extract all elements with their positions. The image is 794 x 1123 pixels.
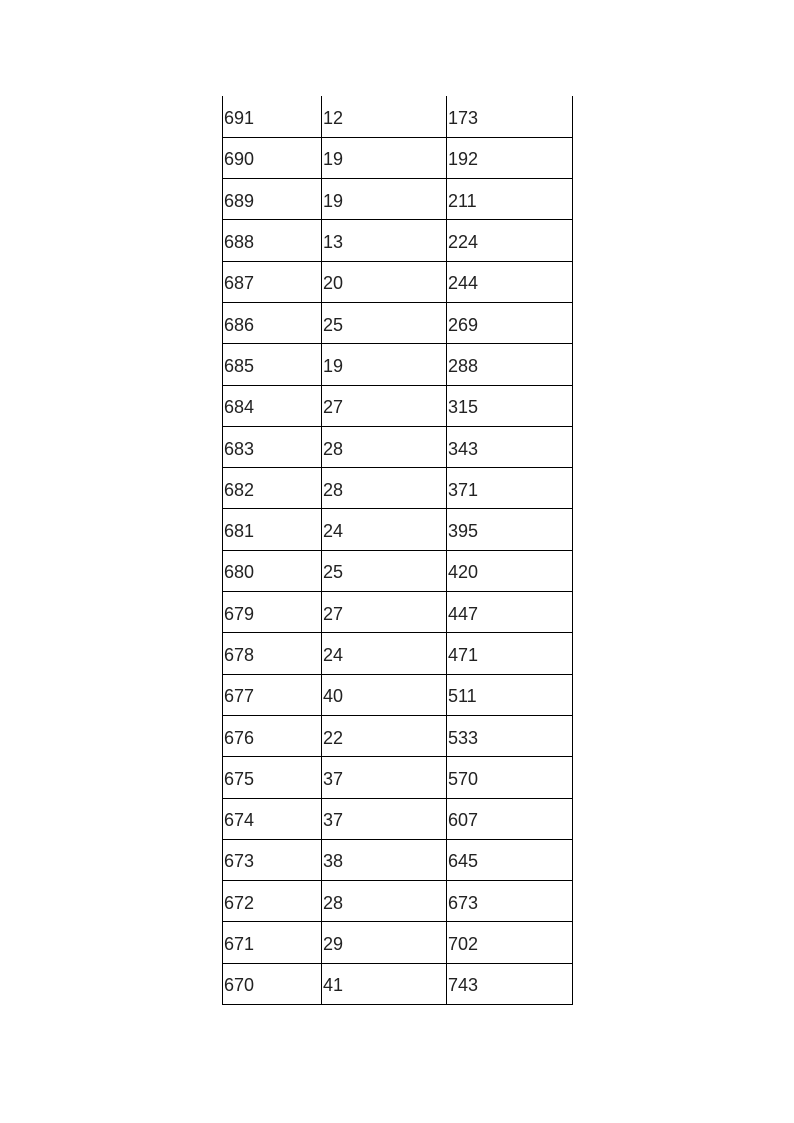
cumulative-cell: 645 bbox=[447, 839, 573, 880]
table-row bbox=[223, 468, 573, 509]
table-row bbox=[223, 96, 573, 137]
count-cell: 27 bbox=[322, 592, 447, 633]
table-row bbox=[223, 881, 573, 922]
score-cell: 673 bbox=[223, 839, 322, 880]
score-cell: 683 bbox=[223, 426, 322, 467]
cumulative-cell: 511 bbox=[447, 674, 573, 715]
count-cell: 25 bbox=[322, 302, 447, 343]
count-cell: 37 bbox=[322, 798, 447, 839]
table-row bbox=[223, 674, 573, 715]
cumulative-cell: 420 bbox=[447, 550, 573, 591]
cumulative-cell: 315 bbox=[447, 385, 573, 426]
table-row bbox=[223, 179, 573, 220]
cumulative-cell: 447 bbox=[447, 592, 573, 633]
cumulative-cell: 743 bbox=[447, 963, 573, 1004]
table-body bbox=[223, 96, 573, 1005]
count-cell: 37 bbox=[322, 757, 447, 798]
count-cell: 19 bbox=[322, 179, 447, 220]
table-row bbox=[223, 963, 573, 1004]
cumulative-cell: 192 bbox=[447, 137, 573, 178]
score-cell: 688 bbox=[223, 220, 322, 261]
count-cell: 27 bbox=[322, 385, 447, 426]
cumulative-cell: 173 bbox=[447, 96, 573, 137]
count-cell: 19 bbox=[322, 344, 447, 385]
score-cell: 675 bbox=[223, 757, 322, 798]
table-row bbox=[223, 550, 573, 591]
count-cell: 25 bbox=[322, 550, 447, 591]
score-cell: 682 bbox=[223, 468, 322, 509]
score-cell: 672 bbox=[223, 881, 322, 922]
score-table bbox=[222, 96, 573, 1005]
count-cell: 13 bbox=[322, 220, 447, 261]
score-cell: 677 bbox=[223, 674, 322, 715]
table-row bbox=[223, 509, 573, 550]
score-cell: 685 bbox=[223, 344, 322, 385]
count-cell: 24 bbox=[322, 509, 447, 550]
score-cell: 687 bbox=[223, 261, 322, 302]
count-cell: 29 bbox=[322, 922, 447, 963]
table-row bbox=[223, 798, 573, 839]
count-cell: 28 bbox=[322, 881, 447, 922]
table-row bbox=[223, 302, 573, 343]
score-cell: 690 bbox=[223, 137, 322, 178]
cumulative-cell: 607 bbox=[447, 798, 573, 839]
count-cell: 20 bbox=[322, 261, 447, 302]
table-row bbox=[223, 922, 573, 963]
count-cell: 12 bbox=[322, 96, 447, 137]
table-row bbox=[223, 344, 573, 385]
score-cell: 670 bbox=[223, 963, 322, 1004]
cumulative-cell: 533 bbox=[447, 715, 573, 756]
score-cell: 671 bbox=[223, 922, 322, 963]
score-cell: 684 bbox=[223, 385, 322, 426]
table-row bbox=[223, 715, 573, 756]
score-cell: 691 bbox=[223, 96, 322, 137]
cumulative-cell: 244 bbox=[447, 261, 573, 302]
table-row bbox=[223, 261, 573, 302]
score-cell: 679 bbox=[223, 592, 322, 633]
count-cell: 38 bbox=[322, 839, 447, 880]
table-row bbox=[223, 426, 573, 467]
count-cell: 22 bbox=[322, 715, 447, 756]
cumulative-cell: 673 bbox=[447, 881, 573, 922]
table-row bbox=[223, 220, 573, 261]
count-cell: 19 bbox=[322, 137, 447, 178]
cumulative-cell: 269 bbox=[447, 302, 573, 343]
table-row bbox=[223, 633, 573, 674]
table-row bbox=[223, 839, 573, 880]
cumulative-cell: 395 bbox=[447, 509, 573, 550]
cumulative-cell: 570 bbox=[447, 757, 573, 798]
cumulative-cell: 343 bbox=[447, 426, 573, 467]
score-cell: 681 bbox=[223, 509, 322, 550]
table-row bbox=[223, 757, 573, 798]
count-cell: 41 bbox=[322, 963, 447, 1004]
cumulative-cell: 211 bbox=[447, 179, 573, 220]
score-cell: 674 bbox=[223, 798, 322, 839]
score-cell: 689 bbox=[223, 179, 322, 220]
count-cell: 24 bbox=[322, 633, 447, 674]
score-cell: 676 bbox=[223, 715, 322, 756]
score-cell: 678 bbox=[223, 633, 322, 674]
count-cell: 40 bbox=[322, 674, 447, 715]
score-cell: 686 bbox=[223, 302, 322, 343]
table-row bbox=[223, 592, 573, 633]
cumulative-cell: 702 bbox=[447, 922, 573, 963]
table-row bbox=[223, 137, 573, 178]
cumulative-cell: 288 bbox=[447, 344, 573, 385]
count-cell: 28 bbox=[322, 426, 447, 467]
cumulative-cell: 371 bbox=[447, 468, 573, 509]
cumulative-cell: 471 bbox=[447, 633, 573, 674]
table-row bbox=[223, 385, 573, 426]
score-cell: 680 bbox=[223, 550, 322, 591]
count-cell: 28 bbox=[322, 468, 447, 509]
cumulative-cell: 224 bbox=[447, 220, 573, 261]
